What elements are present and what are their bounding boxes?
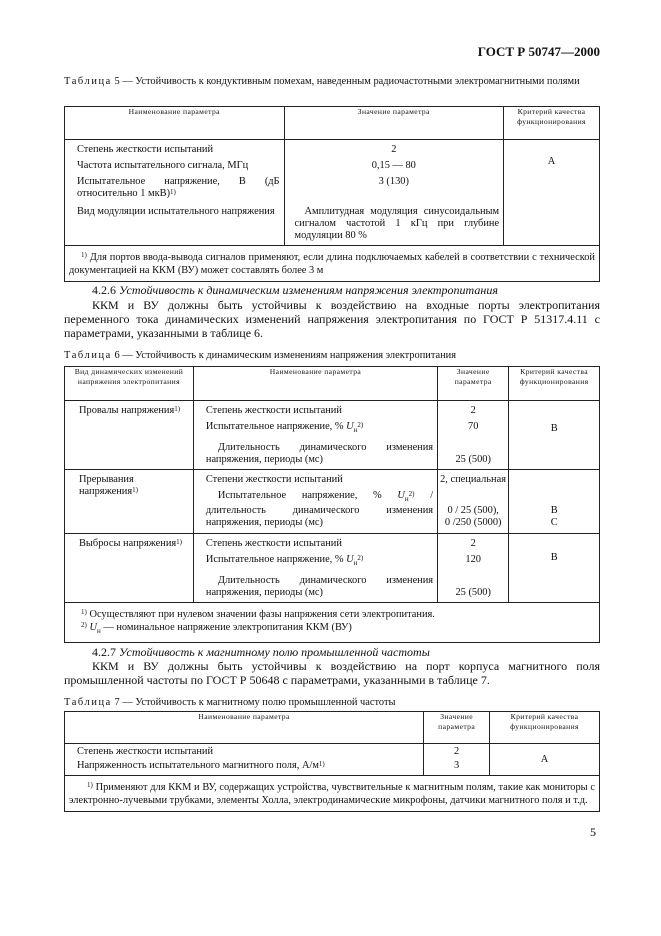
table6-kind: Прерывания напряжения <box>79 474 134 498</box>
voltage-symbol: U <box>397 490 405 502</box>
section-title: Устойчивость к динамическим изменениям напряжения электропитания <box>119 283 498 297</box>
table6-kind: Выбросы напряжения <box>79 538 177 550</box>
table6-value: 0 / 25 (500), <box>447 505 499 517</box>
footnote-ref: 1) <box>176 538 183 547</box>
table6-header-value: Значение параметра <box>438 367 509 401</box>
voltage-subscript: н <box>404 495 409 504</box>
table5-caption <box>64 76 604 88</box>
footnote-ref: 2) <box>357 554 364 563</box>
section-number: 4.2.7 <box>92 645 116 659</box>
table6-footnote-2-text: — номинальное напряжение электропитания ККМ (ВУ) <box>103 622 352 634</box>
table-7 <box>64 711 600 812</box>
table5-caption-label: Таблица <box>64 76 112 87</box>
table7-caption-label: Таблица <box>64 697 112 708</box>
table6-param: Испытательное напряжение, % <box>205 421 347 432</box>
table6-param: Испытательное напряжение, % <box>205 554 347 566</box>
table7-row-value: 2 <box>424 744 490 759</box>
table6-param-cell <box>193 550 437 569</box>
table5-row-name: Испытательное напряжение, В (дБ относительно 1 мкВ) <box>77 176 280 199</box>
table6-caption-text: 6 — Устойчивость к динамическим изменениям напряжения электропитания <box>114 350 456 361</box>
footnote-ref: 1) <box>174 405 181 413</box>
table7-row-name: Степень жесткости испытаний <box>65 744 424 759</box>
footnote-ref: 1) <box>318 760 325 768</box>
table6-footnote-2 <box>81 621 595 638</box>
footnote-ref: 2) <box>357 421 364 429</box>
table7-caption <box>64 697 604 709</box>
table5-header-value: Значение параметра <box>284 107 504 140</box>
table6-value: 25 (500) <box>438 569 509 603</box>
table6-value: 2 <box>438 401 509 418</box>
table7-row-name: Напряженность испытательного магнитного поля, А/м <box>77 760 319 771</box>
table5-row-name-cell <box>65 172 285 200</box>
table6-value: 2 <box>438 534 509 551</box>
table6-param: Степень жесткости испытаний <box>193 401 437 418</box>
table6-value: 0 /250 (5000) <box>444 517 502 529</box>
section-title: Устойчивость к магнитному полю промышленной частоты <box>119 645 430 659</box>
document-code: ГОСТ Р 50747—2000 <box>477 44 600 59</box>
table6-param: Длительность динамического изменения напряжения, периоды (мс) <box>193 569 437 603</box>
table6-value: 25 (500) <box>438 436 509 470</box>
section-4-2-6-text: ККМ и ВУ должны быть устойчивы к воздействию на входные порты электропитания переменного тока динамических изменений напряжения электропитания по ГОСТ Р 51317.4.11 с параметрами, указанными в таблице 6. <box>64 298 600 340</box>
table6-kind-cell <box>65 534 194 603</box>
table6-footnotes <box>65 603 600 643</box>
table5-header-criterion: Критерий качества функционирования <box>504 107 600 140</box>
voltage-symbol: U <box>346 421 354 432</box>
table7-footnote <box>65 776 600 812</box>
voltage-subscript: н <box>353 426 358 435</box>
table5-row-value: Амплитудная модуляция синусоидальным сигналом частотой 1 кГц при глубине модуляции 80 % <box>284 200 504 246</box>
table5-header-param: Наименование параметра <box>65 107 285 140</box>
table6-kind-cell <box>65 470 194 534</box>
table-6 <box>64 366 600 643</box>
table6-header-param: Наименование параметра <box>193 367 437 401</box>
table6-param-cell <box>193 486 437 534</box>
table5-row-name: Частота испытательного сигнала, МГц <box>65 156 285 172</box>
table6-param: Длительность динамического изменения напряжения, периоды (мс) <box>193 436 437 470</box>
table6-criterion: В <box>550 505 558 517</box>
footnote-mark: 1) <box>81 608 87 617</box>
table6-param: Степень жесткости испытаний <box>193 534 437 551</box>
table5-row-value: 3 (130) <box>284 172 504 200</box>
voltage-subscript: н <box>353 559 358 568</box>
table7-header-criterion: Критерий качества функционирования <box>490 712 600 744</box>
table6-value-cell <box>438 486 509 534</box>
table5-row-value: 2 <box>284 140 504 157</box>
footnote-mark: 1) <box>87 781 93 789</box>
table5-row-value: 0,15 — 80 <box>284 156 504 172</box>
footnote-mark: 1) <box>81 251 87 259</box>
table6-criterion: В <box>509 401 600 470</box>
footnote-ref: 1) <box>170 188 176 196</box>
section-number: 4.2.6 <box>92 283 116 297</box>
table6-header-criterion: Критерий качества функционирования <box>509 367 600 401</box>
table6-kind-cell <box>65 401 194 470</box>
table6-footnote-1 <box>81 608 595 621</box>
section-4-2-7-heading <box>92 645 430 659</box>
footnote-mark: 2) <box>81 621 87 630</box>
table7-row-value: 3 <box>424 758 490 776</box>
table5-criterion: А <box>504 140 600 246</box>
voltage-subscript: н <box>96 627 101 636</box>
table6-footnote-1-text: Осуществляют при нулевом значении фазы напряжения сети электропитания. <box>89 609 435 621</box>
table-5 <box>64 106 600 282</box>
table6-value: 2, специальная <box>438 470 509 487</box>
table6-value: 70 <box>438 417 509 436</box>
voltage-symbol: U <box>89 622 97 634</box>
table6-criterion-cell <box>509 470 600 534</box>
table6-header-kind: Вид динамических изменений напряжения электропитания <box>65 367 194 401</box>
section-4-2-7-text: ККМ и ВУ должны быть устойчивы к воздействию на порт корпуса магнитного поля промышленной частоты по ГОСТ Р 50648 с параметрами, указанными в таблице 7. <box>64 659 600 687</box>
table6-criterion: С <box>550 517 558 529</box>
table5-footnote-text: Для портов ввода-вывода сигналов применяют, если длина подключаемых кабелей в соответствии с технической документацией на ККМ (ВУ) может составлять более 3 м <box>69 252 595 276</box>
table6-param-cell <box>193 417 437 436</box>
table5-row-name: Степень жесткости испытаний <box>65 140 285 157</box>
table6-param-tail: / длительность динамического изменения напряжения, периоды (мс) <box>205 490 434 529</box>
voltage-symbol: U <box>346 554 354 566</box>
table6-caption <box>64 350 604 362</box>
table6-param: Степени жесткости испытаний <box>193 470 437 487</box>
table6-criterion: В <box>509 534 600 603</box>
table6-value: 120 <box>438 550 509 569</box>
footnote-ref: 1) <box>132 486 138 495</box>
table7-header-param: Наименование параметра <box>65 712 424 744</box>
table7-footnote-text: Применяют для ККМ и ВУ, содержащих устройства, чувствительные к магнитным полям, такие как мониторы с электронно-лучевыми трубками, элементы Холла, электродинамические микрофоны, датчики магнитного поля и т.д. <box>69 782 595 806</box>
table6-kind: Провалы напряжения <box>79 405 175 416</box>
table7-header-value: Значение параметра <box>424 712 490 744</box>
table5-row-name: Вид модуляции испытательного напряжения <box>65 200 285 246</box>
page-number: 5 <box>590 825 596 839</box>
table5-footnote <box>65 246 600 282</box>
table7-criterion: А <box>490 744 600 776</box>
table7-caption-text: 7 — Устойчивость к магнитному полю промышленной частоты <box>114 697 396 708</box>
table5-caption-text: 5 — Устойчивость к кондуктивным помехам, наведенным радиочастотными электромагнитными полями <box>114 76 580 87</box>
table6-param: Испытательное напряжение, % <box>217 490 398 502</box>
footnote-ref: 2) <box>408 490 415 499</box>
table7-row-name-cell <box>65 758 424 776</box>
section-4-2-6-heading <box>92 283 498 297</box>
table6-caption-label: Таблица <box>64 350 112 361</box>
